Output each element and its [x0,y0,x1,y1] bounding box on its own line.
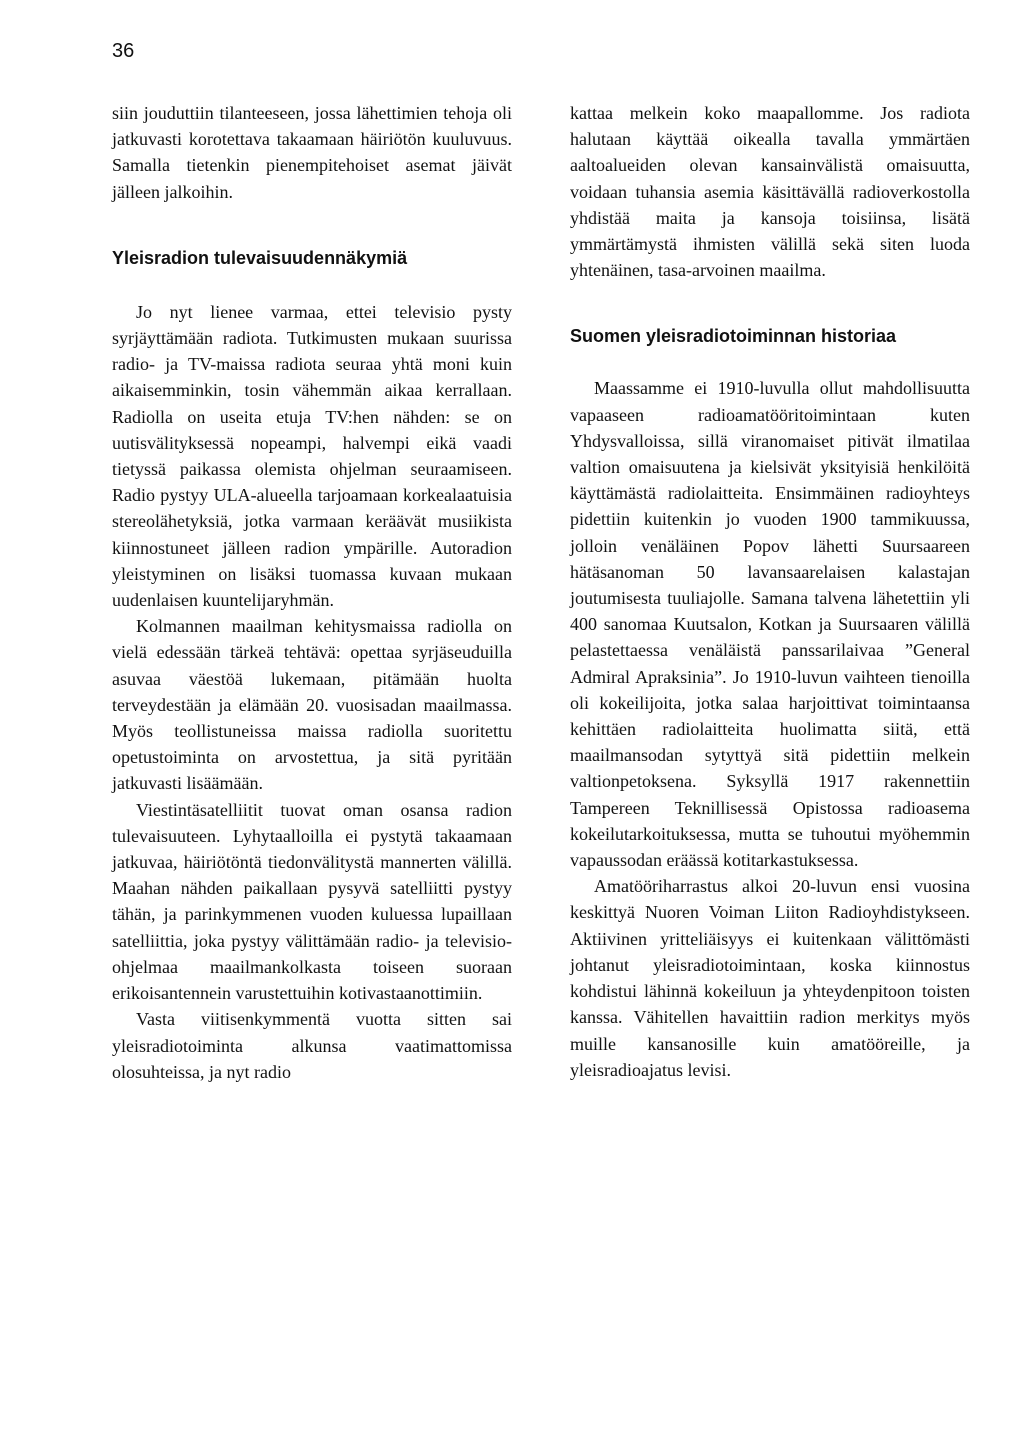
page-number: 36 [112,40,135,62]
right-paragraph-1: Maassamme ei 1910-luvulla ollut mahdollisuutta vapaaseen radioamatööritoimintaan kuten Yhdysvalloissa, sillä viranomaiset pitivät ilmatilaa valtion omaisuutena ja kielsivät yksityisiä henkilöitä käyttämästä radiolaitteita. Ensimmäinen radioyhteys pidettiin kuitenkin jo vuoden 1900 tammikuussa, jolloin venäläinen Popov lähetti Suursaareen hätäsanoman 50 lavansaarelaisen kalastajan joutumisesta tuuliajolle. Samana talvena lähetettiin yli 400 sanomaa Kuutsalon, Kotkan ja Suursaaren välillä pelastettaessa venäläistä panssarilaivaa ”General Admiral Apraksinia”. Jo 1910-luvun vaihteen tienoilla oli kokeilijoita, jotka salaa harjoittivat toimintaansa kehittäen radiolaitteita huolimatta siitä, että maailmansodan sytyttyä sitä pidettiin melkein valtionpetoksena. Syksyllä 1917 rakennettiin Tampereen Teknillisessä Opistossa radioasema kokeilutarkoituksessa, mutta se tuhoutui myöhemmin vapaussodan eräässä kotitarkastuksessa. [570,378,970,871]
left-paragraph-4: Vasta viitisenkymmentä vuotta sitten sai yleisradiotoiminta alkunsa vaatimattomissa olosuhteissa, ja nyt radio [112,1009,512,1082]
right-paragraph-2: Amatööriharrastus alkoi 20-luvun ensi vuosina keskittyä Nuoren Voiman Liiton Radioyhdistykseen. Aktiivinen yritteliäisyys ei kuitenkaan välittömästi johtanut yleisradiotoimintaan, koska kiinnostus kohdistui lähinnä kokeiluun ja yhteydenpitoon toisten kanssa. Vähitellen havaittiin radion merkitys myös muille kansanosille kuin amatööreille, ja yleisradioajatus levisi. [570,876,970,1080]
left-intro-paragraph: siin jouduttiin tilanteeseen, jossa lähettimien tehoja oli jatkuvasti korotettava takaamaan häiriötön kuuluvuus. Samalla tietenkin pienempitehoiset asemat jäivät jälleen jalkoihin. [112,103,512,202]
left-column [112,100,512,1085]
right-section-heading: Suomen yleisradiotoiminnan historiaa [570,326,897,347]
left-paragraph-3: Viestintäsatelliitit tuovat oman osansa radion tulevaisuuteen. Lyhytaalloilla ei pystytä takaamaan jatkuvaa, häiriötöntä tiedonvälitystä mannerten välillä. Maahan nähden paikallaan pysyvä satelliitti pystyy tähän, ja parinkymmenen vuoden kuluessa lupaillaan satelliittia, joka pystyy välittämään radio- ja televisio-ohjelmaa maailmankolkasta toiseen suoraan erikoisantennein varustettuihin kotivastaanottimiin. [112,799,512,1004]
left-paragraph-1: Jo nyt lienee varmaa, ettei televisio pysty syrjäyttämään radiota. Tutkimusten mukaan suurissa radio- ja TV-maissa radiota seuraa yhtä moni kuin aikaisemminkin, tosin vähemmän aikaa kerrallaan. Radiolla on useita etuja TV:hen nähden: se on uutisvälityksessä nopeampi, halvempi eikä vaadi tietyssä paikassa olemista ohjelman seuraamiseen. Radio pystyy ULA-alueella tarjoamaan korkealaatuisia stereolähetyksiä, jotka varmaan keräävät musiikista kiinnostuneet jälleen radion ympärille. Autoradion yleistyminen on lisäksi tuomassa kuvaan mukaan uudenlaisen kuuntelijaryhmän. [112,301,512,611]
right-intro-paragraph: kattaa melkein koko maapallomme. Jos radiota halutaan käyttää oikealla tavalla ymmärtäen aaltoalueiden olevan kansainvälistä omaisuutta, voidaan tuhansia asemia käsittävällä radioverkostolla yhdistää maita ja kansoja toisiinsa, lisätä ymmärtämystä ihmisten välillä sekä siten luoda yhtenäinen, tasa-arvoinen maailma. [570,103,970,281]
left-paragraph-2: Kolmannen maailman kehitysmaissa radiolla on vielä edessään tärkeä tehtävä: opettaa syrjäseuduilla asuvaa väestöä lukemaan, pitämään huolta terveydestään ja elämään 20. vuosisadan maailmassa. Myös teollistuneissa maissa radiolla suoritettu opetustoiminta on arvostettua, ja sitä pyritään jatkuvasti lisäämään. [112,616,512,794]
right-column [570,100,970,1083]
left-section-heading: Yleisradion tulevaisuudennäkymiä [112,247,408,268]
